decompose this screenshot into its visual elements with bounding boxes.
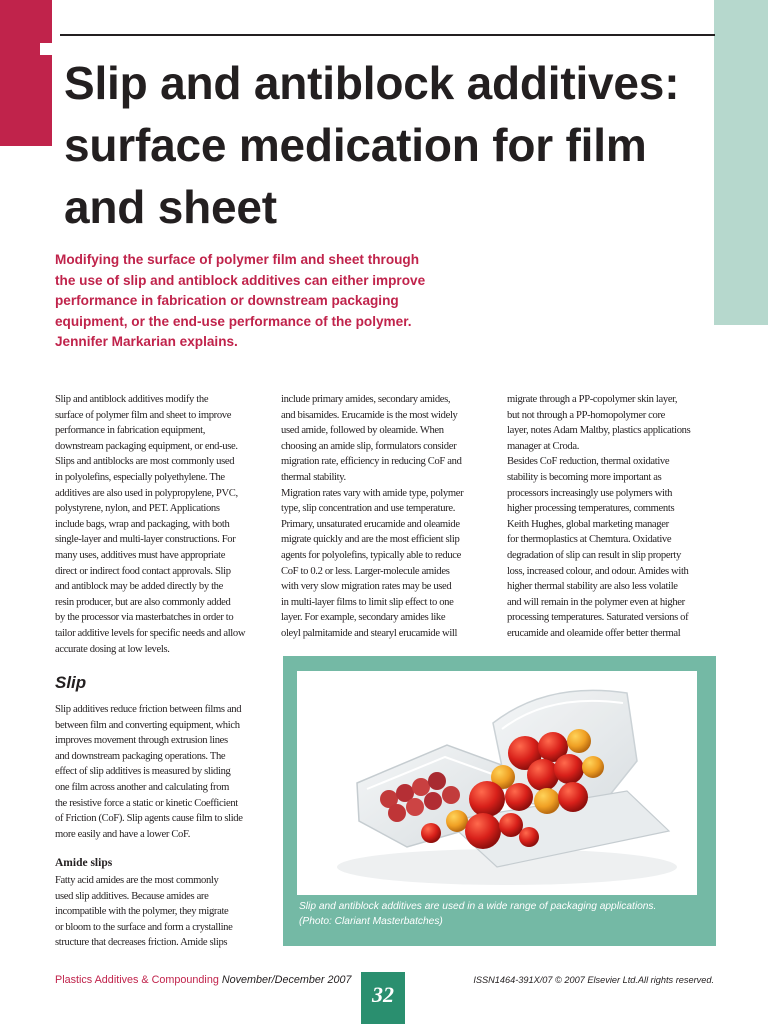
red-corner-block — [0, 0, 52, 146]
text-line: additives are also used in polypropylene, PVC, — [55, 487, 238, 499]
text-line: include bags, wrap and packaging, with both — [55, 518, 230, 530]
text-line: thermal stability. — [281, 471, 346, 483]
figure-caption — [299, 899, 699, 929]
page-number-box — [361, 972, 405, 1024]
text-line: choosing an amide slip, formulators consider — [281, 440, 457, 452]
standfirst-line: performance in fabrication or downstream packaging — [55, 293, 399, 308]
top-rule — [60, 34, 715, 36]
text-line: Slip and antiblock additives modify the — [55, 394, 209, 405]
standfirst-line: the use of slip and antiblock additives can either improve — [55, 272, 426, 288]
standfirst-line: Jennifer Markarian explains. — [55, 334, 238, 349]
text-line: oleyl palmitamide and stearyl erucamide will — [281, 627, 458, 639]
text-line: higher processing temperatures, comments — [507, 503, 675, 515]
article-title — [64, 52, 704, 238]
text-line: between film and converting equipment, which — [55, 719, 240, 731]
text-line: erucamide and oleamide offer better thermal — [507, 627, 681, 639]
text-line: direct or indirect food contact approvals. Slip — [55, 565, 231, 577]
text-line: loss, increased colour, and odour. Amides with — [507, 565, 689, 577]
subheading-amide-slips: Amide slips — [55, 857, 113, 869]
text-line: migration rate, efficiency in reducing CoF and — [281, 456, 462, 468]
text-line: tailor additive levels for specific needs and allow — [55, 627, 246, 639]
body-column-1 — [55, 392, 265, 657]
text-line: one film across another and calculating from — [55, 781, 230, 793]
text-line: Fatty acid amides are the most commonly — [55, 875, 219, 886]
text-line: performance in fabrication equipment, — [55, 425, 206, 437]
slip-section-text — [55, 702, 265, 842]
standfirst — [55, 250, 455, 353]
text-line: downstream packaging equipment, or end-use. — [55, 440, 238, 452]
caption-line: (Photo: Clariant Masterbatches) — [299, 916, 443, 927]
title-line: surface medication for film — [64, 119, 647, 171]
text-line: accurate dosing at low levels. — [55, 643, 170, 655]
text-line: Migration rates vary with amide type, polymer — [281, 487, 464, 499]
text-line: manager at Croda. — [507, 440, 579, 452]
section-heading-slip: Slip — [55, 673, 87, 692]
caption-line: Slip and antiblock additives are used in a wide range of packaging applications. — [299, 901, 657, 912]
packaging-photo — [297, 671, 697, 895]
text-line: single-layer and multi-layer constructions. For — [55, 534, 236, 546]
standfirst-line: equipment, or the end-use performance of the polymer. — [55, 313, 412, 329]
text-line: or bloom to the surface and form a crystalline — [55, 921, 233, 933]
text-line: and antiblock may be added directly by the — [55, 581, 223, 593]
text-line: by the processor via masterbatches in order to — [55, 612, 234, 624]
text-line: higher thermal stability are also less volatile — [507, 581, 678, 593]
text-line: polystyrene, nylon, and PET. Applications — [55, 503, 220, 515]
page-number: 32 — [372, 982, 394, 1007]
text-line: Besides CoF reduction, thermal oxidative — [507, 456, 670, 468]
text-line: type, slip concentration and use temperature. — [281, 503, 455, 515]
text-line: in polyolefins, especially polyethylene. The — [55, 471, 225, 483]
text-line: migrate quickly and are the most efficient slip — [281, 534, 460, 546]
issue-date: November/December 2007 — [221, 974, 352, 986]
text-line: the resistive force a static or kinetic Coefficient — [55, 797, 238, 809]
text-line: effect of slip additives is measured by sliding — [55, 766, 231, 778]
text-line: but not through a PP-homopolymer core — [507, 409, 665, 421]
text-line: and bisamides. Erucamide is the most widely — [281, 409, 458, 421]
text-line: in multi-layer films to limit slip effect to one — [281, 596, 454, 608]
text-line: processors increasingly use polymers with — [507, 487, 673, 499]
teal-side-block — [714, 0, 768, 325]
text-line: stability is becoming more important as — [507, 471, 662, 483]
text-line: Keith Hughes, global marketing manager — [507, 518, 669, 530]
tomato-packaging-illustration — [297, 671, 697, 895]
text-line: many uses, additives must have appropriate — [55, 549, 226, 561]
title-line: Slip and antiblock additives: — [64, 57, 680, 109]
text-line: structure that decreases friction. Amide slips — [55, 937, 228, 949]
text-line: Slips and antiblocks are most commonly used — [55, 456, 235, 468]
body-column-2 — [281, 392, 491, 642]
amide-section-text — [55, 873, 265, 951]
text-line: layer, notes Adam Maltby, plastics applications — [507, 425, 691, 437]
journal-name: Plastics Additives & Compounding — [55, 974, 219, 986]
corner-notch — [40, 43, 52, 55]
text-line: of Friction (CoF). Slip agents cause film to slide — [55, 813, 243, 825]
text-line: include primary amides, secondary amides, — [281, 394, 451, 405]
text-line: CoF to 0.2 or less. Larger-molecule amides — [281, 565, 450, 577]
text-line: for thermoplastics at Chemtura. Oxidative — [507, 534, 672, 546]
text-line: incompatible with the polymer, they migrate — [55, 906, 229, 918]
text-line: and downstream packaging operations. The — [55, 750, 226, 762]
figure-panel — [283, 656, 716, 946]
text-line: improves movement through extrusion lines — [55, 735, 228, 747]
text-line: processing temperatures. Saturated versions of — [507, 612, 689, 624]
text-line: used slip additives. Because amides are — [55, 890, 209, 902]
text-line: migrate through a PP-copolymer skin layer, — [507, 394, 678, 405]
text-line: and will remain in the polymer even at higher — [507, 596, 685, 608]
text-line: surface of polymer film and sheet to improve — [55, 409, 232, 421]
text-line: Slip additives reduce friction between films and — [55, 704, 242, 715]
footer-journal-info — [55, 974, 351, 986]
text-line: layer. For example, secondary amides like — [281, 612, 446, 624]
title-line: and sheet — [64, 181, 277, 233]
text-line: Primary, unsaturated erucamide and oleamide — [281, 518, 460, 530]
text-line: agents for polyolefins, typically able to reduce — [281, 549, 462, 561]
text-line: used amide, followed by oleamide. When — [281, 425, 444, 437]
footer-copyright: ISSN1464-391X/07 © 2007 Elsevier Ltd.All rights reserved. — [473, 975, 714, 985]
body-column-3 — [507, 392, 717, 642]
text-line: with very slow migration rates may be used — [281, 581, 452, 593]
standfirst-line: Modifying the surface of polymer film and sheet through — [55, 252, 420, 267]
text-line: degradation of slip can result in slip property — [507, 549, 681, 561]
text-line: resin producer, but are also commonly added — [55, 596, 231, 608]
text-line: more easily and have a lower CoF. — [55, 828, 190, 840]
